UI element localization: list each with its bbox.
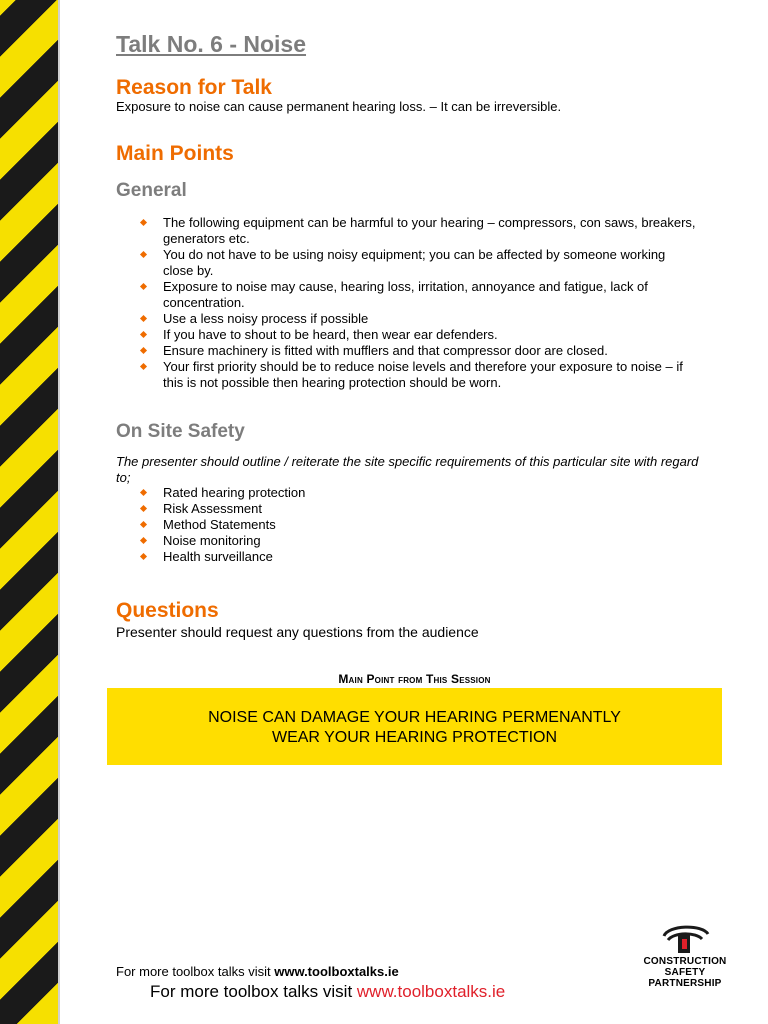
footer-small-prefix: For more toolbox talks visit [116,964,275,979]
list-item: Rated hearing protection [139,485,539,501]
main-point-label: Main Point from This Session [338,672,491,686]
site-safety-intro: The presenter should outline / reiterate the site specific requirements of this particular site with regard to; [116,454,699,485]
footer-small-text [116,964,399,979]
questions-heading: Questions [116,599,219,622]
footer-big-link[interactable]: www.toolboxtalks.ie [356,982,506,1001]
list-item: Noise monitoring [139,533,539,549]
footer-small-link[interactable]: www.toolboxtalks.ie [274,964,399,979]
list-item: Risk Assessment [139,501,539,517]
footer-big-text [150,982,505,1002]
main-point-box [107,688,722,765]
logo-mark-icon [658,922,712,956]
logo-line-1: CONSTRUCTION [643,956,727,967]
main-point-line-2: WEAR YOUR HEARING PROTECTION [271,729,558,746]
list-item: Health surveillance [139,549,539,565]
list-item: You do not have to be using noisy equipment; you can be affected by someone working close by. [139,247,699,279]
page-title: Talk No. 6 - Noise [116,31,307,57]
logo-line-3: PARTNERSHIP [648,978,722,989]
logo-line-2: SAFETY [664,967,706,978]
construction-safety-partnership-logo [630,922,740,989]
site-safety-list [139,485,539,565]
list-item: Method Statements [139,517,539,533]
site-safety-heading: On Site Safety [116,421,245,442]
list-item: Your first priority should be to reduce noise levels and therefore your exposure to noise – if this is not possible then hearing protection should be worn. [139,359,699,391]
main-point-line-1: NOISE CAN DAMAGE YOUR HEARING PERMENANTLY [208,709,621,726]
questions-text: Presenter should request any questions from the audience [116,624,479,640]
hazard-stripe-border [0,0,60,1024]
main-points-heading: Main Points [116,142,234,165]
list-item: Use a less noisy process if possible [139,311,699,327]
reason-heading: Reason for Talk [116,76,272,99]
general-list [139,215,699,391]
list-item: The following equipment can be harmful to your hearing – compressors, con saws, breakers, generators etc. [139,215,699,247]
footer-big-prefix: For more toolbox talks visit [150,982,357,1001]
list-item: Exposure to noise may cause, hearing loss, irritation, annoyance and fatigue, lack of concentration. [139,279,699,311]
list-item: Ensure machinery is fitted with mufflers and that compressor door are closed. [139,343,699,359]
list-item: If you have to shout to be heard, then wear ear defenders. [139,327,699,343]
general-heading: General [116,180,187,201]
reason-text: Exposure to noise can cause permanent hearing loss. – It can be irreversible. [116,99,562,114]
